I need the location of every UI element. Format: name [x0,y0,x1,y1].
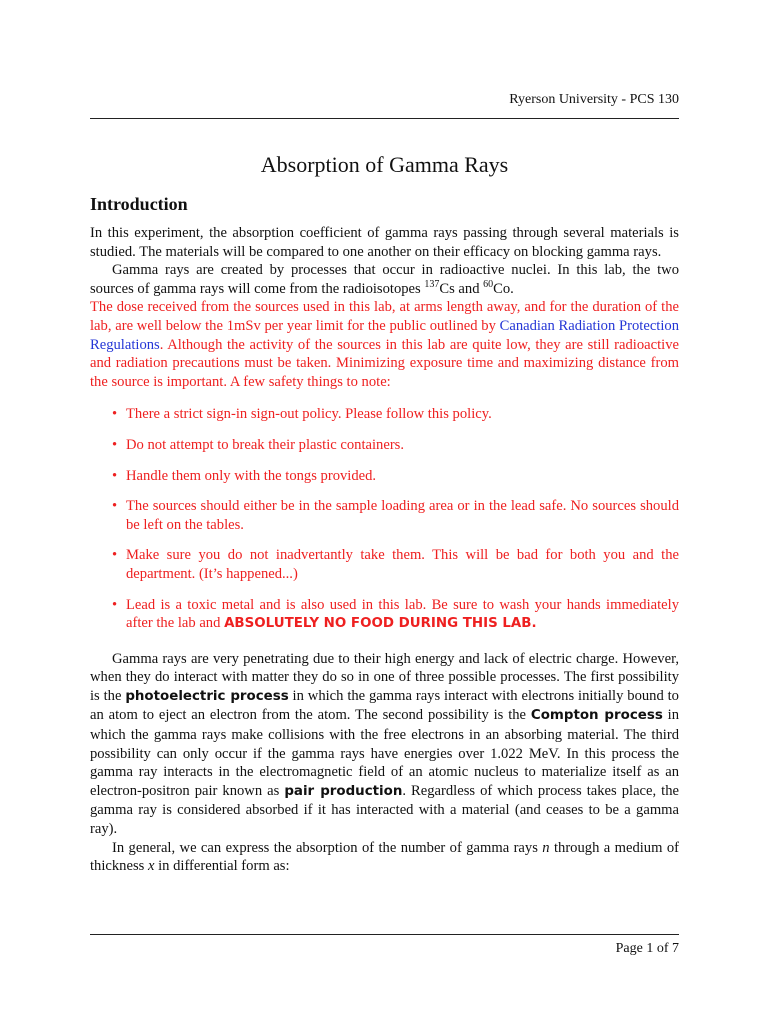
no-food-warning: ABSOLUTELY NO FOOD DURING THIS LAB. [224,616,537,632]
list-item: • The sources should either be in the sample loading area or in the lead safe. No sources should be left on the tables. [112,498,679,533]
absorption-paragraph: In general, we can express the absorption of the number of gamma rays n through a medium of thickness x in differential form as: [90,839,679,875]
header-text: Ryerson University - PCS 130 [509,92,679,107]
bullet-icon: • [112,436,118,453]
intro-paragraph-2: Gamma rays are created by processes that occur in radioactive nuclei. In this lab, the two sources of gamma rays will come from the radioisotopes $^{137}$Cs and $^{60}$Co. [90,262,679,297]
list-item: • Do not attempt to break their plastic containers. [112,436,405,453]
bullet-icon: • [112,467,118,484]
document-body [90,224,679,876]
intro-paragraph-1: In this experiment, the absorption coefficient of gamma rays passing through several materials is studied. The materials will be compared to one another on their efficacy on blocking gamma rays. [90,225,679,260]
page-header [90,88,679,119]
term-pair-production: pair production [284,783,403,799]
list-item: • Make sure you do not inadvertantly take them. This will be bad for both you and the department. (It’s happened...) [112,547,679,582]
term-photoelectric: photoelectric process [125,688,289,704]
safety-list [90,405,679,633]
term-compton: Compton process [530,708,663,724]
bullet-icon: • [112,498,118,515]
page-footer [90,934,679,956]
section-heading: Introduction [90,194,188,214]
bullet-icon: • [112,596,118,613]
page-number: Page 1 of 7 [615,941,679,956]
bullet-icon: • [112,547,118,564]
document-title: Absorption of Gamma Rays [260,152,509,177]
processes-paragraph: Gamma rays are very penetrating due to their high energy and lack of electric charge. However, when they do interact with matter they do so in one of three possible processes. The first possibility is the photoelectric process in which the gamma rays interact with electrons initially bound to an atom to eject an electron from the atom. The second possibility is the Compton process in which the gamma rays make collisions with the free electrons in an absorbing material. The third possibility can only occur if the gamma rays have energies over 1.022 MeV. In this process the gamma ray interacts in the electromagnetic field of an atomic nucleus to materialize itself as an electron-positron pair known as pair production. Regardless of which process takes place, the gamma ray is considered absorbed if it has interacted with a material (and ceases to be a gamma ray). [90,650,679,838]
list-item: • Handle them only with the tongs provided. [112,467,377,484]
bullet-icon: • [112,406,118,423]
list-item: • There a strict sign-in sign-out policy. Please follow this policy. [112,406,492,423]
safety-paragraph: The dose received from the sources used in this lab, at arms length away, and for the duration of the lab, are well below the 1mSv per year limit for the public outlined by Canadian Radiation Protection Regulations. Although the activity of the sources in this lab are quite low, they are still radioactive and radiation precautions must be taken. Minimizing exposure time and maximizing distance from the source is important. A few safety things to note: [90,299,679,390]
regulations-link[interactable]: Canadian Radiation Protection Regulations [90,317,679,353]
list-item: • Lead is a toxic metal and is also used in this lab. Be sure to wash your hands immediately after the lab and ABSOLUTELY NO FOOD DURING THIS LAB. [112,596,679,632]
